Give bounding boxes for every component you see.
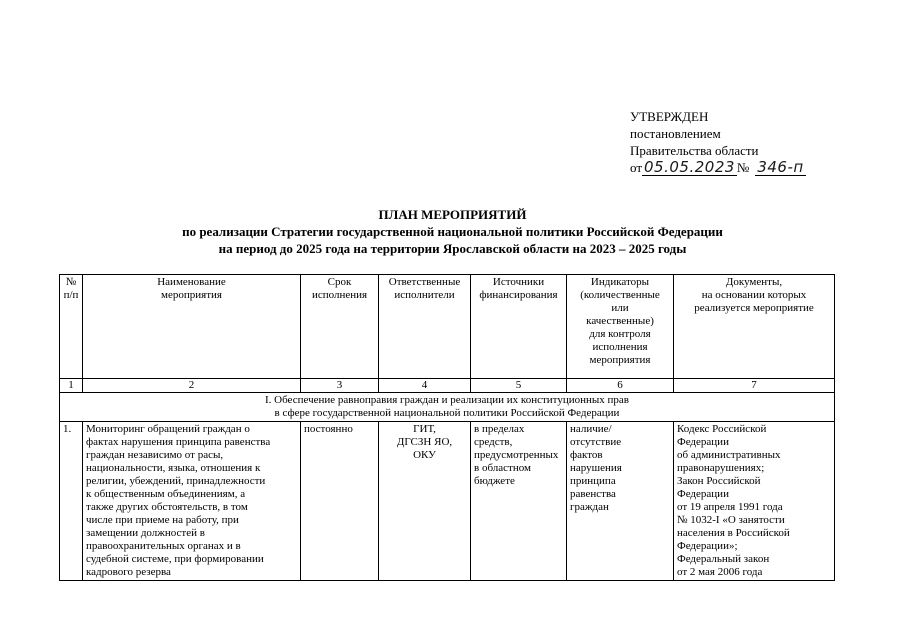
column-number-row xyxy=(60,379,835,393)
row-indicators: наличие/ отсутствие фактов нарушения принципа равенства граждан xyxy=(567,422,674,581)
row-number: 1. xyxy=(60,422,83,581)
table-row xyxy=(60,422,835,581)
row-documents: Кодекс Российской Федерации об административных правонарушениях; Закон Российской Федерации от 19 апреля 1991 года № 1032-I «О занятости населения в Российской Федерации»; Федеральный закон от 2 мая 2006 года xyxy=(674,422,835,581)
row-term: постоянно xyxy=(301,422,379,581)
plan-table xyxy=(59,274,835,581)
table-header-row xyxy=(60,275,835,379)
section-heading-row xyxy=(60,393,835,422)
row-name: Мониторинг обращений граждан о фактах нарушения принципа равенства граждан независимо от расы, национальности, языка, отношения к религии, убеждений, принадлежности к общественным объединениям, а также других обстоятельств, в том числе при приеме на работу, при замещении должностей в правоохранительных органах и в судебной системе, при формировании кадрового резерва xyxy=(83,422,301,581)
column-number: 1 xyxy=(60,379,83,393)
header-indicators: Индикаторы (количественные или качественные) для контроля исполнения мероприятия xyxy=(567,275,674,379)
header-term: Срок исполнения xyxy=(301,275,379,379)
approval-number-label: № xyxy=(736,160,750,175)
column-number: 6 xyxy=(567,379,674,393)
row-financing: в пределах средств, предусмотренных в областном бюджете xyxy=(471,422,567,581)
approval-from-label: от xyxy=(630,160,643,175)
approval-date-number xyxy=(630,159,806,176)
approval-title: УТВЕРЖДЕН xyxy=(630,109,709,124)
row-executors: ГИТ, ДГСЗН ЯО, ОКУ xyxy=(379,422,471,581)
column-number: 2 xyxy=(83,379,301,393)
column-number: 5 xyxy=(471,379,567,393)
handwritten-date: 05.05.2023 xyxy=(644,158,735,176)
column-number: 3 xyxy=(301,379,379,393)
column-number: 7 xyxy=(674,379,835,393)
header-documents: Документы, на основании которых реализуется мероприятие xyxy=(674,275,835,379)
section-heading: I. Обеспечение равноправия граждан и реализации их конституционных прав в сфере государственной национальной политики Российской Федерации xyxy=(60,393,835,422)
header-name: Наименование мероприятия xyxy=(83,275,301,379)
header-number: № п/п xyxy=(60,275,83,379)
document-title: ПЛАН МЕРОПРИЯТИЙ xyxy=(378,207,527,222)
column-number: 4 xyxy=(379,379,471,393)
document-subtitle-1: по реализации Стратегии государственной национальной политики Российской Федерации xyxy=(182,224,723,239)
approval-authority: Правительства области xyxy=(630,143,759,158)
approval-stamp xyxy=(630,108,806,176)
document-subtitle-2: на период до 2025 года на территории Ярославской области на 2023 – 2025 годы xyxy=(218,241,687,256)
handwritten-number: 346-п xyxy=(757,158,804,176)
header-financing: Источники финансирования xyxy=(471,275,567,379)
approval-by: постановлением xyxy=(630,126,721,141)
header-executors: Ответственные исполнители xyxy=(379,275,471,379)
